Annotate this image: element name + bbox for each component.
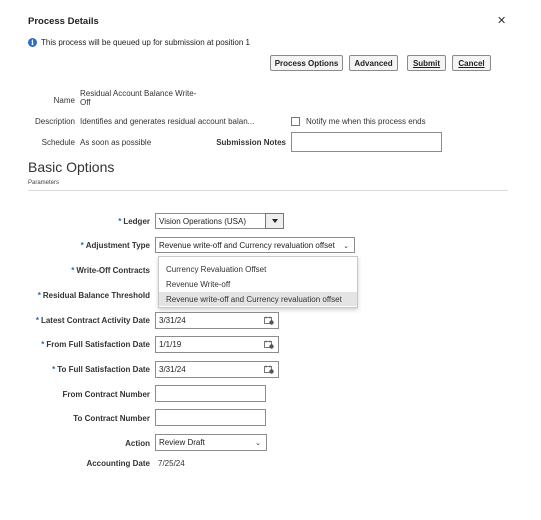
name-label: Name — [53, 96, 75, 105]
triangle-down-icon — [272, 219, 278, 223]
section-title-basic-options: Basic Options — [28, 159, 115, 175]
dropdown-option-revenue-write-off[interactable]: Revenue Write-off — [166, 279, 231, 289]
required-marker: * — [80, 241, 84, 250]
submit-button[interactable]: Submit — [407, 55, 446, 71]
to-contract-number-input[interactable] — [155, 409, 266, 426]
required-marker: * — [118, 217, 122, 226]
schedule-label: Schedule — [41, 138, 75, 147]
to-full-satisfaction-date-input[interactable] — [155, 361, 279, 378]
info-icon: i — [28, 38, 37, 47]
accounting-date-value: 7/25/24 — [158, 459, 185, 468]
required-marker: * — [41, 340, 45, 349]
latest-contract-activity-date-value: 3/31/24 — [159, 316, 186, 325]
adjustment-type-select[interactable] — [155, 237, 355, 253]
close-icon[interactable]: ✕ — [497, 15, 507, 27]
adjustment-type-dropdown-list — [158, 256, 358, 308]
dialog-title: Process Details — [28, 16, 99, 27]
description-label: Description — [34, 117, 75, 126]
residual-balance-threshold-label: * Residual Balance Threshold — [37, 291, 150, 300]
required-marker: * — [35, 316, 39, 325]
to-contract-number-label: To Contract Number — [73, 414, 150, 423]
latest-contract-activity-date-label: * Latest Contract Activity Date — [35, 316, 150, 325]
dropdown-option-revenue-write-off-and-currency[interactable]: Revenue write-off and Currency revaluation offset — [159, 292, 357, 306]
action-select[interactable] — [155, 434, 267, 451]
notify-label: Notify me when this process ends — [306, 117, 426, 126]
to-full-satisfaction-date-value: 3/31/24 — [159, 365, 186, 374]
section-divider — [28, 190, 508, 191]
from-full-satisfaction-date-label: * From Full Satisfaction Date — [41, 340, 150, 349]
action-value: Review Draft — [159, 438, 205, 447]
write-off-contracts-label: * Write-Off Contracts — [71, 266, 150, 275]
submission-notes-input[interactable] — [291, 132, 442, 152]
from-full-satisfaction-date-value: 1/1/19 — [159, 340, 182, 349]
accounting-date-label: Accounting Date — [86, 459, 150, 468]
parameters-label: Parameters — [28, 180, 60, 186]
info-message — [28, 38, 250, 47]
adjustment-type-label: * Adjustment Type — [80, 241, 150, 250]
calendar-icon[interactable] — [264, 365, 274, 374]
adjustment-type-value: Revenue write-off and Currency revaluation offset — [159, 240, 335, 250]
ledger-input[interactable]: Vision Operations (USA) — [155, 213, 266, 229]
required-marker: * — [52, 365, 56, 374]
process-options-button[interactable]: Process Options — [270, 55, 343, 71]
required-marker: * — [37, 291, 41, 300]
action-label: Action — [125, 439, 150, 448]
name-value-line2: Off — [80, 98, 91, 107]
advanced-button[interactable]: Advanced — [349, 55, 398, 71]
chevron-down-icon: ⌄ — [255, 440, 261, 447]
cancel-button[interactable]: Cancel — [452, 55, 491, 71]
from-contract-number-input[interactable] — [155, 385, 266, 402]
ledger-label: * Ledger — [118, 217, 150, 226]
schedule-value: As soon as possible — [80, 138, 152, 147]
notify-checkbox[interactable] — [291, 117, 300, 126]
info-text: This process will be queued up for submission at position 1 — [41, 38, 250, 47]
latest-contract-activity-date-input[interactable] — [155, 312, 279, 329]
description-value: Identifies and generates residual account balan... — [80, 117, 255, 126]
calendar-icon[interactable] — [264, 316, 274, 325]
from-contract-number-label: From Contract Number — [62, 390, 150, 399]
chevron-down-icon: ⌄ — [343, 243, 349, 250]
from-full-satisfaction-date-input[interactable] — [155, 336, 279, 353]
to-full-satisfaction-date-label: * To Full Satisfaction Date — [52, 365, 150, 374]
submission-notes-label: Submission Notes — [216, 138, 286, 147]
name-value-line1: Residual Account Balance Write- — [80, 89, 197, 98]
required-marker: * — [71, 266, 75, 275]
calendar-icon[interactable] — [264, 340, 274, 349]
dropdown-option-currency-revaluation-offset[interactable]: Currency Revaluation Offset — [166, 264, 267, 274]
ledger-dropdown-button[interactable] — [265, 213, 284, 229]
